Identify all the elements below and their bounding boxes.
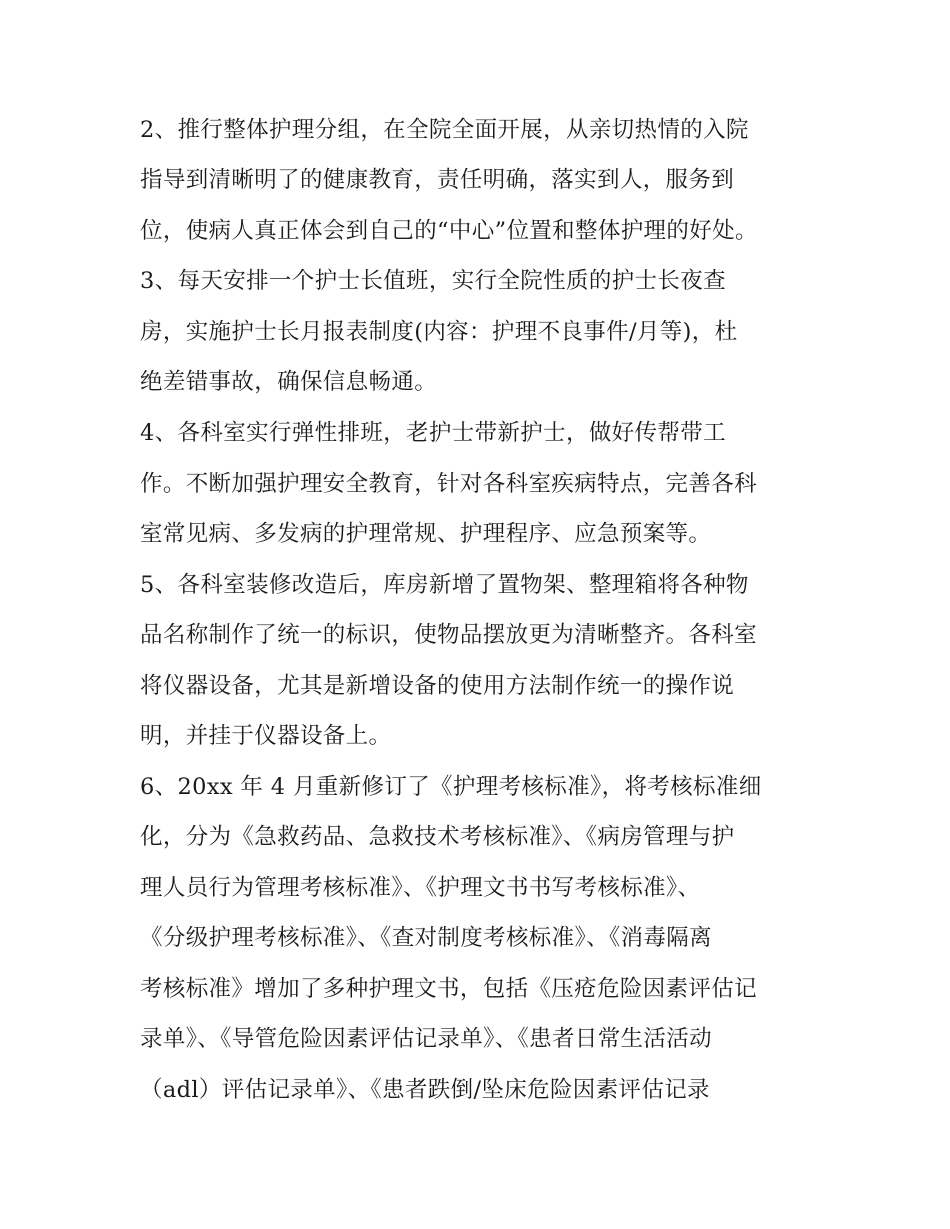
text-line: 室常见病、多发病的护理常规、护理程序、应急预案等。 xyxy=(140,521,712,547)
text-line: 指导到清晰明了的健康教育，责任明确，落实到人，服务到 xyxy=(140,167,735,193)
text-line: 录单》、《导管危险因素评估记录单》、《患者日常生活活动 xyxy=(140,1026,712,1052)
text-line: 2、推行整体护理分组，在全院全面开展，从亲切热情的入院 xyxy=(140,117,749,143)
text-line: 绝差错事故，确保信息畅通。 xyxy=(140,369,438,395)
text-line: 化，分为《急救药品、急救技术考核标准》、《病房管理与护 xyxy=(140,824,735,850)
text-line: 明，并挂于仪器设备上。 xyxy=(140,723,392,749)
text-line: 6、20xx 年 4 月重新修订了《护理考核标准》，将考核标准细 xyxy=(140,774,762,800)
text-line: 位，使病人真正体会到自己的“中心”位置和整体护理的好处。 xyxy=(140,218,758,244)
text-line: 理人员行为管理考核标准》、《护理文书书写考核标准》、 xyxy=(140,875,701,901)
text-line: （adl）评估记录单》、《患者跌倒/坠床危险因素评估记录 xyxy=(140,1077,710,1103)
text-line: 房，实施护士长月报表制度(内容：护理不良事件/月等)，杜 xyxy=(140,319,738,345)
text-line: 《分级护理考核标准》、《查对制度考核标准》、《消毒隔离 xyxy=(140,925,712,951)
text-line: 品名称制作了统一的标识，使物品摆放更为清晰整齐。各科室 xyxy=(140,622,757,648)
text-line: 4、各科室实行弹性排班，老护士带新护士，做好传帮带工 xyxy=(140,420,726,446)
text-line: 作。不断加强护理安全教育，针对各科室疾病特点，完善各科 xyxy=(140,471,757,497)
text-line: 3、每天安排一个护士长值班，实行全院性质的护士长夜查 xyxy=(140,268,726,294)
text-line: 5、各科室装修改造后，库房新增了置物架、整理箱将各种物 xyxy=(140,572,749,598)
text-line: 考核标准》增加了多种护理文书，包括《压疮危险因素评估记 xyxy=(140,976,757,1002)
text-line: 将仪器设备，尤其是新增设备的使用方法制作统一的操作说 xyxy=(140,673,735,699)
